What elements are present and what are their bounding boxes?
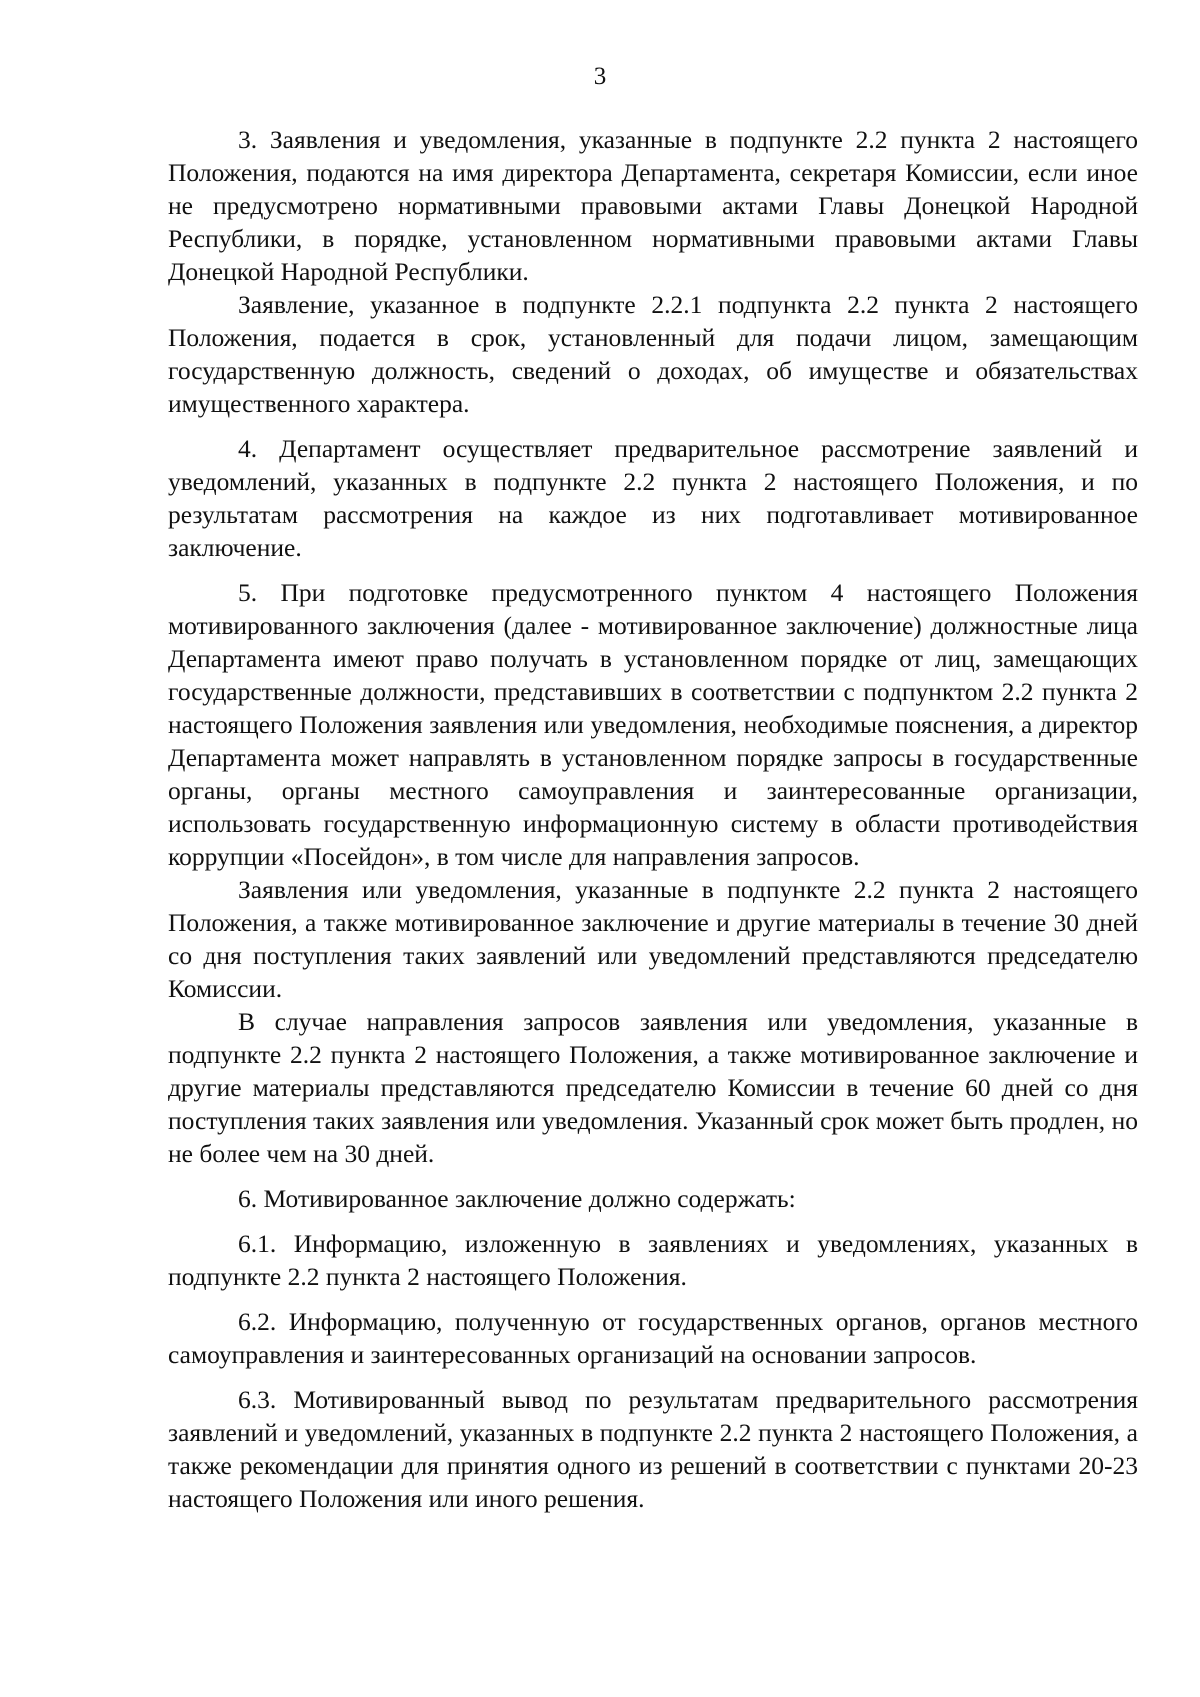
paragraph-6-1: 6.1. Информацию, изложенную в заявлениях и уведомлениях, указанных в подпункте 2.2 пункта 2 настоящего Положения. xyxy=(168,1229,1138,1291)
paragraph-6-3: 6.3. Мотивированный вывод по результатам предварительного рассмотрения заявлений и уведомлений, указанных в подпункте 2.2 пункта 2 настоящего Положения, а также рекомендации для принятия одного из решений в соответствии с пунктами 20-23 настоящего Положения или иного решения. xyxy=(168,1385,1138,1513)
paragraph-5-continuation-1: Заявления или уведомления, указанные в подпункте 2.2 пункта 2 настоящего Положения, а также мотивированное заключение и другие материалы в течение 30 дней со дня поступления таких заявлений или уведомлений представляются председателю Комиссии. xyxy=(168,875,1138,1003)
paragraph-6: 6. Мотивированное заключение должно содержать: xyxy=(238,1184,796,1213)
document-body xyxy=(168,123,1138,1515)
paragraph-4: 4. Департамент осуществляет предварительное рассмотрение заявлений и уведомлений, указанных в подпункте 2.2 пункта 2 настоящего Положения, и по результатам рассмотрения на каждое из них подготавливает мотивированное заключение. xyxy=(168,434,1138,562)
page-number: 3 xyxy=(593,63,607,90)
paragraph-3: 3. Заявления и уведомления, указанные в подпункте 2.2 пункта 2 настоящего Положения, подаются на имя директора Департамента, секретаря Комиссии, если иное не предусмотрено нормативными правовыми актами Главы Донецкой Народной Республики, в порядке, установленном нормативными правовыми актами Главы Донецкой Народной Республики. xyxy=(168,125,1138,286)
paragraph-5: 5. При подготовке предусмотренного пунктом 4 настоящего Положения мотивированного заключения (далее - мотивированное заключение) должностные лица Департамента имеют право получать в установленном порядке от лиц, замещающих государственные должности, представивших в соответствии с подпунктом 2.2 пункта 2 настоящего Положения заявления или уведомления, необходимые пояснения, а директор Департамента может направлять в установленном порядке запросы в государственные органы, органы местного самоуправления и заинтересованные организации, использовать государственную информационную систему в области противодействия коррупции «Посейдон», в том числе для направления запросов. xyxy=(168,578,1138,871)
paragraph-5-continuation-2: В случае направления запросов заявления или уведомления, указанные в подпункте 2.2 пункта 2 настоящего Положения, а также мотивированное заключение и другие материалы представляются председателю Комиссии в течение 60 дней со дня поступления таких заявления или уведомления. Указанный срок может быть продлен, но не более чем на 30 дней. xyxy=(168,1007,1138,1168)
paragraph-6-2: 6.2. Информацию, полученную от государственных органов, органов местного самоуправления и заинтересованных организаций на основании запросов. xyxy=(168,1307,1138,1369)
paragraph-3-continuation: Заявление, указанное в подпункте 2.2.1 подпункта 2.2 пункта 2 настоящего Положения, подается в срок, установленный для подачи лицом, замещающим государственную должность, сведений о доходах, об имуществе и обязательствах имущественного характера. xyxy=(168,290,1138,418)
